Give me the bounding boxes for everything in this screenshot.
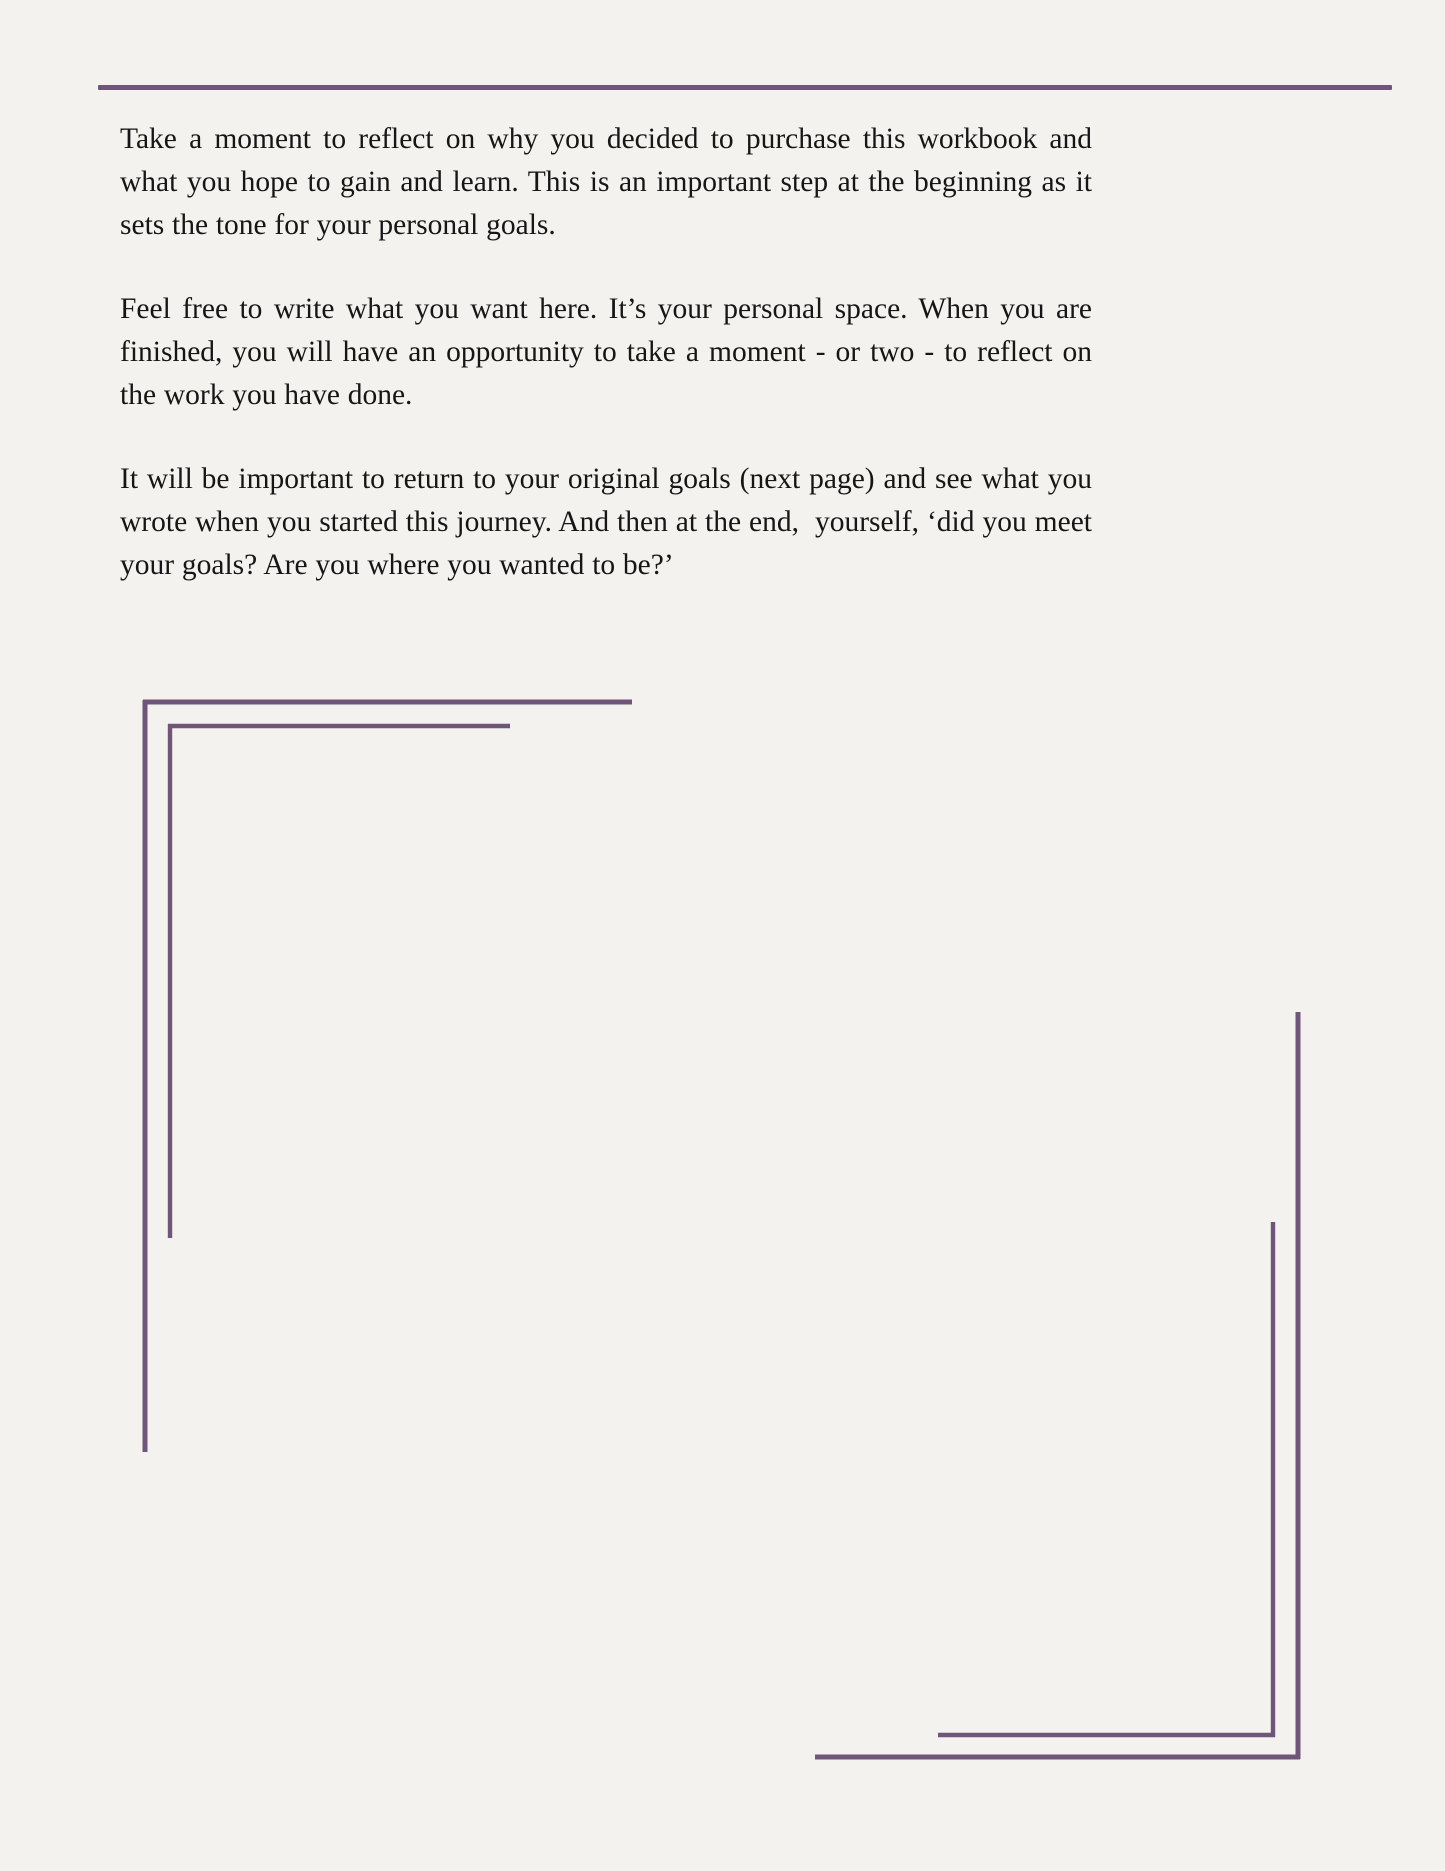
top-divider-rule xyxy=(98,85,1392,90)
body-copy xyxy=(120,118,1100,587)
blank-writing-space[interactable] xyxy=(175,735,1265,1725)
paragraph-intro-reflection: Take a moment to reflect on why you decided to purchase this workbook and what you hope to gain and learn. This is an important step at the beginning as it sets the tone for your personal goals. xyxy=(120,123,1100,241)
paragraph-personal-space: Feel free to write what you want here. It’s your personal space. When you are finished, you will have an opportunity to take a moment - or two - to reflect on the work you have done. xyxy=(120,293,1100,411)
paragraph-return-to-goals: It will be important to return to your original goals (next page) and see what you wrote when you started this journey. And then at the end, yourself, ‘did you meet your goals? Are you where you wanted to be?’ xyxy=(120,463,1100,581)
